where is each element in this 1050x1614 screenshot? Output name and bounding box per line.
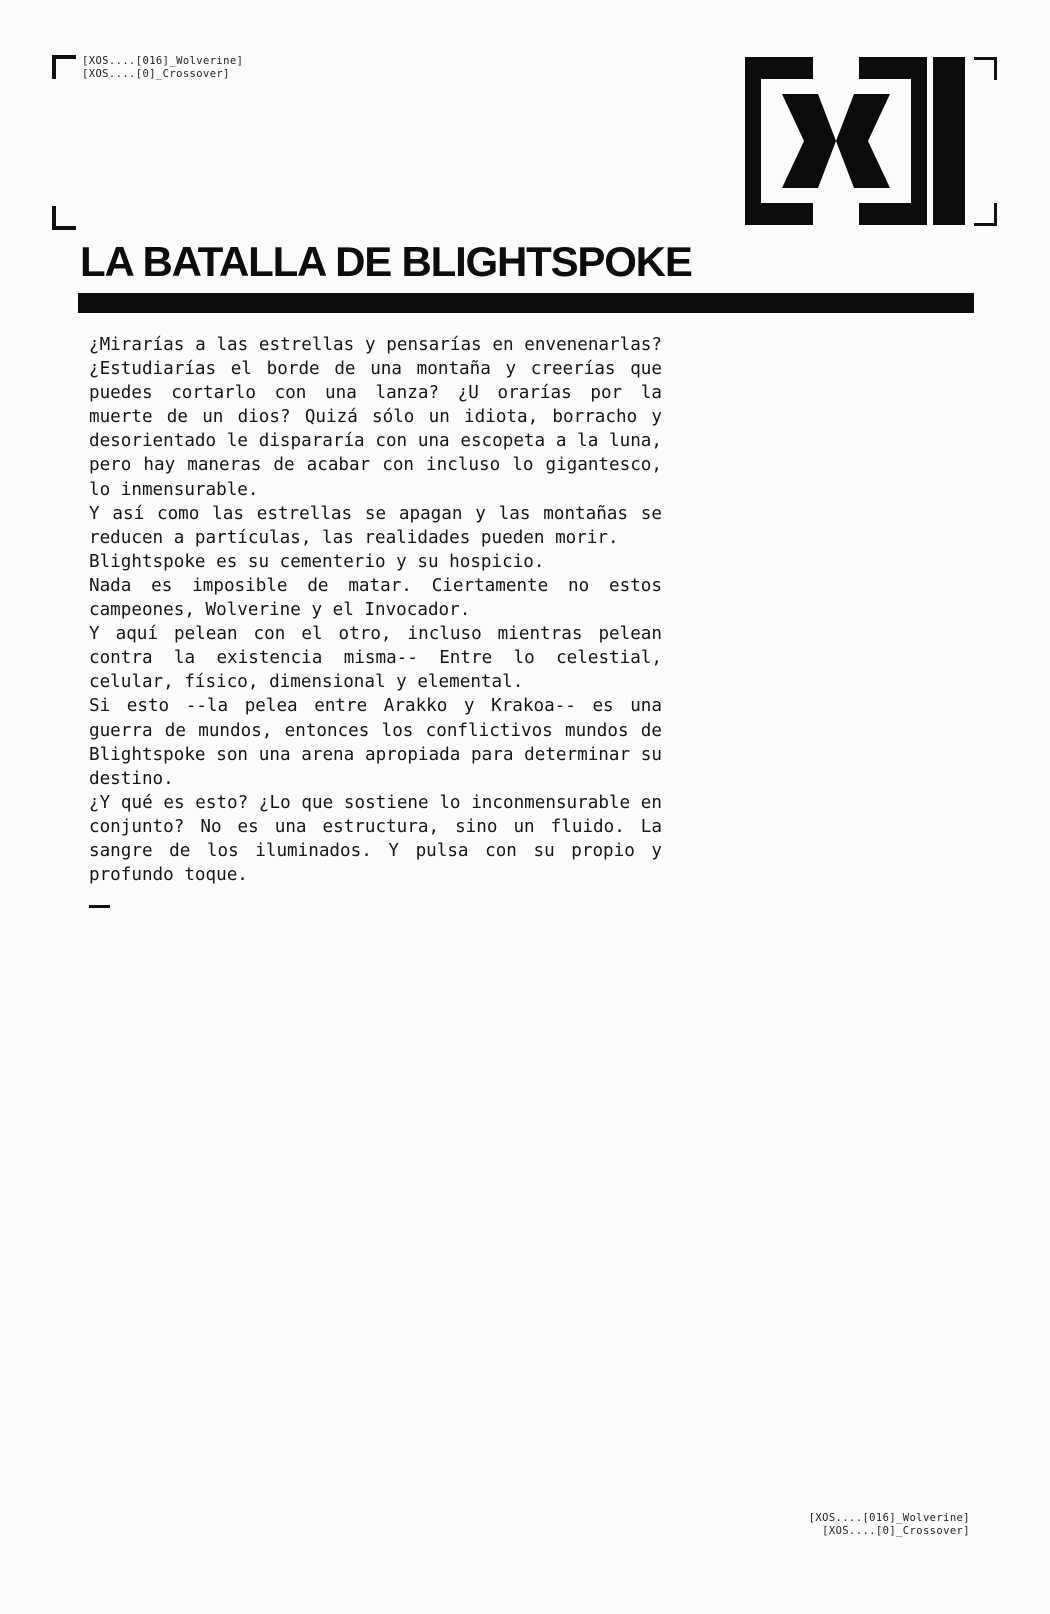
paragraph: Y así como las estrellas se apagan y las montañas se reducen a partículas, las realidades pueden morir. xyxy=(89,503,662,548)
header-meta xyxy=(82,55,243,81)
paragraph: Si esto --la pelea entre Arakko y Krakoa-- es una guerra de mundos, entonces los conflictivos mundos de Blightspoke son una arena apropiada para determinar su destino. xyxy=(89,696,662,789)
paragraph: Y aquí pelean con el otro, incluso mientras pelean contra la existencia misma-- Entre lo celestial, celular, físico, dimensional y elemental. xyxy=(89,624,662,693)
frame-corner-bottom-right xyxy=(974,203,997,226)
page-title: LA BATALLA DE BLIGHTSPOKE xyxy=(80,238,692,285)
article-body xyxy=(89,333,662,887)
paragraph: ¿Y qué es esto? ¿Lo que sostiene lo inconmensurable en conjunto? No es una estructura, sino un fluido. La sangre de los iluminados. Y pulsa con su propio y profundo toque. xyxy=(89,792,662,886)
paragraph: Nada es imposible de matar. Ciertamente no estos campeones, Wolverine y el Invocador. xyxy=(89,575,662,621)
header-meta-line: [XOS....[016]_Wolverine] xyxy=(82,55,244,67)
frame-corner-bottom-left xyxy=(52,206,76,230)
footer-meta-line: [XOS....[016]_Wolverine] xyxy=(808,1512,970,1524)
frame-corner-top-left xyxy=(52,55,76,79)
frame-corner-top-right xyxy=(974,57,997,80)
paragraph: Blightspoke es su cementerio y su hospicio. xyxy=(89,551,545,572)
xos-logo xyxy=(745,57,965,225)
header-meta-line: [XOS....[0]_Crossover] xyxy=(82,68,230,80)
footer-meta-line: [XOS....[0]_Crossover] xyxy=(822,1525,970,1537)
title-rule xyxy=(78,293,974,313)
paragraph: ¿Mirarías a las estrellas y pensarías en envenenarlas? ¿Estudiarías el borde de una montaña y creerías que puedes cortarlo con una lanza? ¿U orarías por la muerte de un dios? Quizá sólo un idiota, borracho y desorientado le dispararía con una escopeta a la luna, pero hay maneras de acabar con incluso lo gigantesco, lo inmensurable. xyxy=(89,335,662,500)
footer-meta xyxy=(809,1512,970,1538)
end-mark xyxy=(89,905,110,908)
